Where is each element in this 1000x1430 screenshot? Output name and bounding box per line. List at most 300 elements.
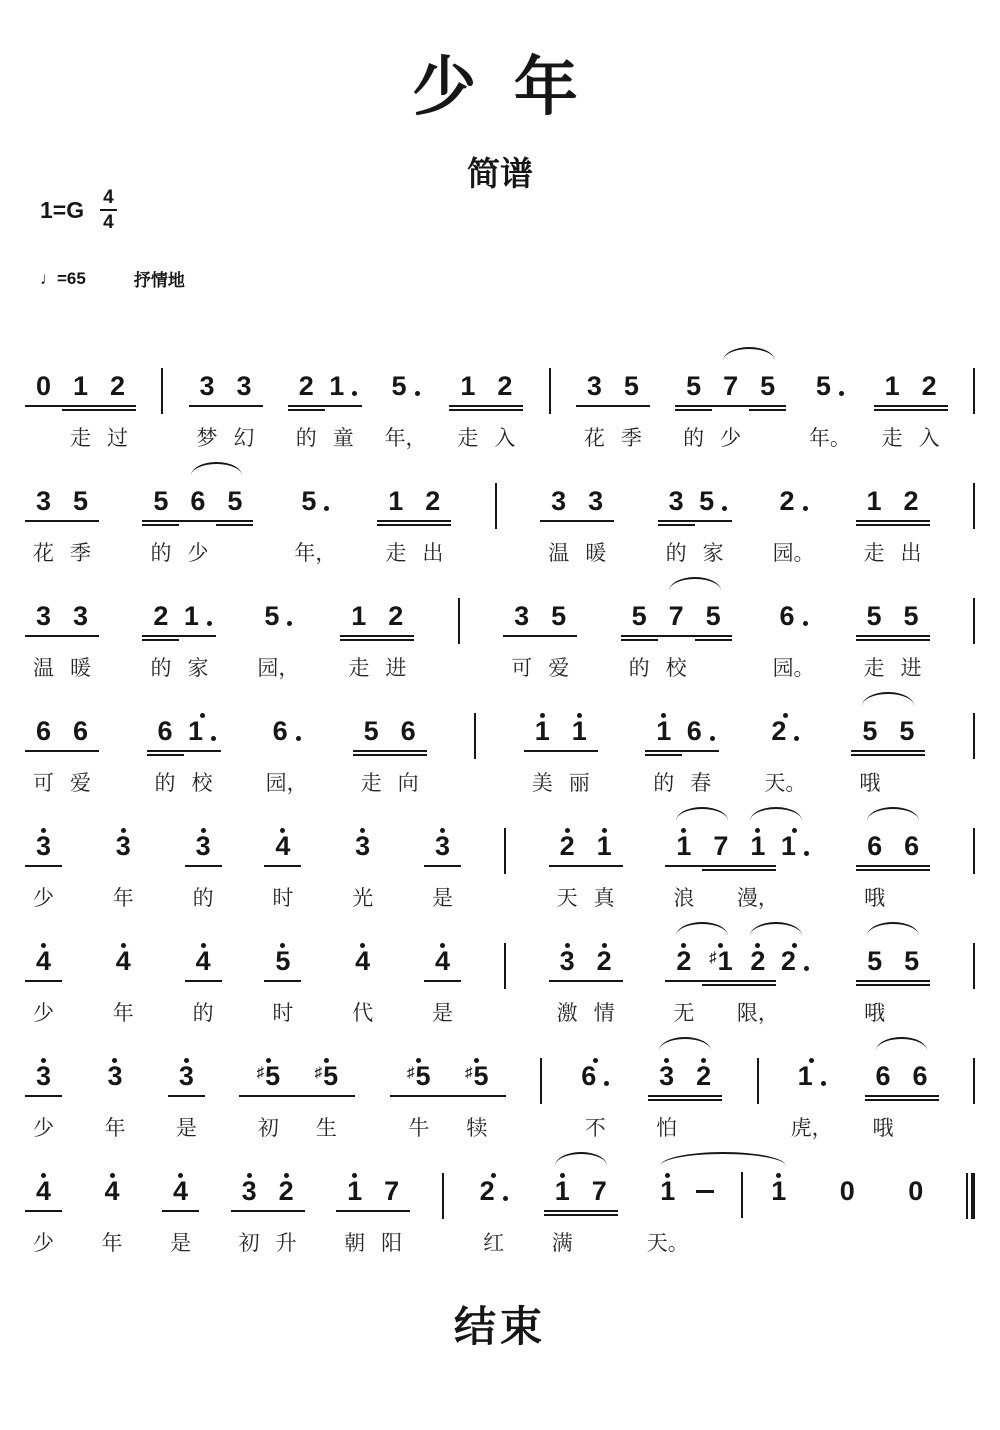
underline-2 bbox=[62, 409, 99, 411]
note-group bbox=[185, 806, 222, 910]
sharp-sign: ♯ bbox=[314, 1064, 323, 1081]
underline-1 bbox=[851, 750, 888, 752]
digit-row bbox=[62, 601, 99, 634]
underline-2 bbox=[189, 409, 226, 411]
underline-zone bbox=[695, 634, 732, 644]
underline-2 bbox=[297, 524, 334, 526]
digit-row bbox=[449, 371, 486, 404]
underline-2 bbox=[25, 1214, 62, 1216]
note-group bbox=[344, 921, 381, 1025]
digit-glyph: 3 bbox=[178, 1061, 194, 1091]
note bbox=[540, 461, 577, 565]
underline-2 bbox=[25, 639, 62, 641]
digit-glyph: 6 bbox=[912, 1061, 928, 1091]
underline-1 bbox=[665, 865, 702, 867]
underline-1 bbox=[524, 750, 561, 752]
digit-row bbox=[712, 371, 749, 404]
digit-row bbox=[503, 601, 540, 634]
digit-glyph: 2 bbox=[559, 831, 575, 861]
lyric: 年 bbox=[101, 1231, 123, 1255]
lyric: 不 bbox=[584, 1116, 606, 1140]
note-group bbox=[264, 806, 301, 910]
underline-zone bbox=[775, 634, 812, 644]
note bbox=[340, 576, 377, 680]
digit-glyph: 2 bbox=[479, 1176, 495, 1206]
underline-zone bbox=[264, 979, 301, 989]
note bbox=[549, 806, 586, 910]
underline-1 bbox=[856, 635, 893, 637]
underline-1 bbox=[99, 405, 136, 407]
note bbox=[297, 1036, 355, 1140]
underline-2 bbox=[377, 524, 414, 526]
note-group bbox=[25, 1151, 62, 1255]
octave-dot-slot bbox=[586, 935, 623, 946]
underline-2 bbox=[503, 639, 540, 641]
digit-glyph: 3 bbox=[236, 371, 252, 401]
digit-glyph: 1 bbox=[596, 831, 612, 861]
digit-glyph: 4 bbox=[104, 1176, 120, 1206]
digit-row bbox=[865, 1061, 902, 1094]
augmentation-dot bbox=[604, 1081, 609, 1086]
underline-2 bbox=[893, 524, 930, 526]
lyric: 走 bbox=[348, 656, 370, 680]
final-barline bbox=[966, 1173, 975, 1219]
note bbox=[168, 1036, 205, 1140]
underline-1 bbox=[856, 865, 893, 867]
underline-zone bbox=[387, 404, 424, 414]
lyric: 哦 bbox=[859, 771, 881, 795]
underline-1 bbox=[829, 1210, 866, 1212]
digit-row bbox=[25, 486, 62, 519]
time-signature-denominator: 4 bbox=[103, 212, 114, 233]
lyric: 美 bbox=[531, 771, 553, 795]
underline-2 bbox=[268, 754, 305, 756]
underline-zone bbox=[739, 979, 776, 989]
note bbox=[179, 576, 216, 680]
note-group bbox=[897, 1151, 934, 1219]
lyric: 走 bbox=[385, 541, 407, 565]
digit-row bbox=[682, 716, 719, 749]
digit-row bbox=[268, 1176, 305, 1209]
digit-glyph: 3 bbox=[35, 486, 52, 516]
digit-glyph: 3 bbox=[195, 831, 211, 861]
digit-row bbox=[658, 601, 695, 634]
lyric: 阳 bbox=[381, 1231, 403, 1255]
lyric: 暖 bbox=[585, 541, 607, 565]
augmentation-dot bbox=[710, 736, 715, 741]
note-group bbox=[665, 921, 813, 1025]
underline-1 bbox=[888, 750, 925, 752]
digit-row bbox=[179, 486, 216, 519]
digit-row bbox=[344, 831, 381, 864]
digit-glyph: 2 bbox=[779, 486, 795, 516]
underline-1 bbox=[695, 635, 732, 637]
underline-2 bbox=[449, 409, 486, 411]
note bbox=[25, 576, 62, 680]
digit-row bbox=[586, 831, 623, 864]
underline-zone bbox=[377, 519, 414, 529]
underline-zone bbox=[851, 749, 888, 759]
digit-row bbox=[373, 1176, 410, 1209]
lyric: 少 bbox=[33, 886, 54, 910]
barline bbox=[495, 483, 497, 529]
underline-1 bbox=[549, 865, 586, 867]
underline-2 bbox=[911, 409, 948, 411]
note bbox=[62, 691, 99, 795]
digit-row bbox=[268, 716, 305, 749]
note-group bbox=[336, 1151, 410, 1255]
digit-glyph: 3 bbox=[434, 831, 450, 861]
digit-row bbox=[665, 946, 702, 979]
underline-2 bbox=[142, 639, 179, 641]
digit-row bbox=[25, 1176, 62, 1209]
underline-1 bbox=[739, 980, 776, 982]
lyric: 年， bbox=[294, 541, 337, 565]
note-group bbox=[25, 346, 136, 450]
lyric: 可 bbox=[33, 771, 54, 795]
underline-2 bbox=[185, 984, 222, 986]
lyric: 校 bbox=[191, 771, 213, 795]
note-group bbox=[25, 461, 99, 565]
octave-dot-slot bbox=[549, 820, 586, 831]
digit-glyph: 6 bbox=[686, 716, 702, 746]
digit-glyph: 1 bbox=[797, 1061, 813, 1091]
digit-glyph: 6 bbox=[272, 716, 288, 746]
lyric: 哦 bbox=[864, 886, 886, 910]
octave-dot-slot bbox=[264, 935, 301, 946]
octave-dot-slot bbox=[524, 705, 561, 716]
digit-row bbox=[162, 1176, 199, 1209]
underline-zone bbox=[25, 749, 62, 759]
underline-1 bbox=[893, 980, 930, 982]
digit-glyph: 2 bbox=[388, 601, 404, 631]
note-group bbox=[865, 1036, 939, 1140]
lyric: 少 bbox=[33, 1001, 54, 1025]
note bbox=[147, 691, 184, 795]
barline bbox=[973, 713, 975, 759]
digit-glyph: 7 bbox=[668, 601, 684, 631]
note-group bbox=[856, 576, 930, 680]
digit-row bbox=[776, 831, 813, 864]
octave-dot-slot bbox=[168, 1050, 205, 1061]
octave-dot-slot bbox=[62, 360, 99, 371]
note bbox=[621, 576, 658, 680]
underline-zone bbox=[767, 749, 804, 759]
underline-1 bbox=[586, 865, 623, 867]
underline-zone bbox=[893, 519, 930, 529]
underline-zone bbox=[25, 979, 62, 989]
underline-1 bbox=[577, 1095, 614, 1097]
octave-dot-slot bbox=[185, 820, 222, 831]
digit-glyph: 2 bbox=[771, 716, 787, 746]
digit-glyph: 1 bbox=[388, 486, 404, 516]
octave-dot-slot bbox=[775, 475, 812, 486]
note bbox=[772, 461, 815, 565]
note bbox=[25, 1151, 62, 1255]
underline-2 bbox=[675, 409, 712, 411]
note-group bbox=[294, 461, 337, 565]
underline-zone bbox=[62, 404, 99, 414]
octave-dot-slot bbox=[216, 475, 253, 486]
augmentation-dot bbox=[207, 621, 212, 626]
digit-row bbox=[264, 946, 301, 979]
digit-glyph: 5 bbox=[623, 371, 639, 401]
underline-1 bbox=[613, 405, 650, 407]
lyric: 情 bbox=[593, 1001, 615, 1025]
digit-glyph: 0 bbox=[35, 371, 52, 401]
digit-row bbox=[723, 1176, 760, 1209]
note-group bbox=[25, 1036, 62, 1140]
digit-glyph: 1 bbox=[183, 601, 199, 631]
octave-dot-slot bbox=[99, 360, 136, 371]
underline-2 bbox=[25, 409, 62, 411]
lyric: 哦 bbox=[872, 1116, 894, 1140]
underline-2 bbox=[893, 639, 930, 641]
octave-dot-slot bbox=[767, 705, 804, 716]
digit-row bbox=[648, 1061, 685, 1094]
octave-dot-slot bbox=[162, 1165, 199, 1176]
octave-dot-slot bbox=[390, 1050, 448, 1061]
digit-row bbox=[336, 1176, 373, 1209]
digit-row bbox=[775, 486, 812, 519]
digit-glyph: 4 bbox=[173, 1176, 189, 1206]
score-line bbox=[25, 806, 975, 921]
underline-2 bbox=[702, 869, 739, 871]
digit-row bbox=[829, 1176, 866, 1209]
lyric: 走 bbox=[863, 541, 885, 565]
note bbox=[226, 346, 263, 450]
digit-glyph: 6 bbox=[35, 716, 52, 746]
underline-zone bbox=[185, 979, 222, 989]
digit-glyph: 5 bbox=[705, 601, 721, 631]
underline-1 bbox=[749, 405, 786, 407]
underline-1 bbox=[390, 750, 427, 752]
note-group bbox=[147, 691, 221, 795]
digit-row bbox=[390, 1061, 448, 1094]
digit-glyph: 3 bbox=[107, 1061, 123, 1091]
lyric: 校 bbox=[665, 656, 687, 680]
octave-dot-slot bbox=[544, 1165, 581, 1176]
barline bbox=[973, 943, 975, 989]
note-group bbox=[105, 921, 142, 1025]
octave-dot-slot bbox=[902, 1050, 939, 1061]
underline-2 bbox=[94, 1214, 131, 1216]
underline-1 bbox=[675, 405, 712, 407]
key-signature bbox=[40, 188, 117, 232]
octave-dot-slot bbox=[336, 1165, 373, 1176]
underline-1 bbox=[297, 520, 334, 522]
lyric: 出 bbox=[900, 541, 922, 565]
barline bbox=[474, 713, 476, 759]
underline-1 bbox=[874, 405, 911, 407]
digit-row bbox=[645, 716, 682, 749]
underline-2 bbox=[874, 409, 911, 411]
underline-2 bbox=[297, 1099, 355, 1101]
note-group bbox=[168, 1036, 205, 1140]
augmentation-dot bbox=[211, 736, 216, 741]
digit-glyph: 2 bbox=[497, 371, 513, 401]
octave-dot-slot bbox=[105, 935, 142, 946]
note-group bbox=[288, 346, 362, 450]
underline-1 bbox=[739, 865, 776, 867]
augmentation-dot bbox=[296, 736, 301, 741]
note bbox=[524, 691, 561, 795]
note-group bbox=[549, 921, 623, 1025]
note-group bbox=[231, 1151, 305, 1255]
underline-zone bbox=[776, 864, 813, 874]
underline-2 bbox=[811, 409, 848, 411]
octave-dot-slot bbox=[893, 820, 930, 831]
digit-glyph: 5 bbox=[363, 716, 379, 746]
underline-1 bbox=[96, 1095, 133, 1097]
underline-zone bbox=[142, 519, 179, 529]
underline-2 bbox=[264, 869, 301, 871]
note-group bbox=[264, 921, 301, 1025]
octave-dot-slot bbox=[475, 1165, 512, 1176]
underline-2 bbox=[712, 409, 749, 411]
digit-row bbox=[695, 601, 732, 634]
augmentation-dot bbox=[324, 506, 329, 511]
augmentation-dot bbox=[821, 1081, 826, 1086]
note-group bbox=[772, 576, 815, 680]
note-group bbox=[449, 346, 523, 450]
underline-zone bbox=[179, 519, 216, 529]
underline-zone bbox=[524, 749, 561, 759]
note bbox=[62, 576, 99, 680]
octave-dot-slot bbox=[549, 935, 586, 946]
score-line bbox=[25, 1151, 975, 1266]
digit-row bbox=[775, 601, 812, 634]
digit-row bbox=[189, 371, 226, 404]
underline-zone bbox=[373, 1209, 410, 1219]
note-group bbox=[424, 921, 461, 1025]
note bbox=[25, 1036, 62, 1140]
lyric: 怕 bbox=[656, 1116, 678, 1140]
note-group bbox=[384, 346, 427, 450]
underline-2 bbox=[377, 639, 414, 641]
lyric: 少 bbox=[720, 426, 742, 450]
octave-dot-slot bbox=[686, 1165, 723, 1176]
digit-row bbox=[577, 1061, 614, 1094]
underline-2 bbox=[865, 1099, 902, 1101]
underline-1 bbox=[682, 750, 719, 752]
underline-1 bbox=[586, 980, 623, 982]
underline-2 bbox=[856, 639, 893, 641]
underline-1 bbox=[25, 405, 62, 407]
tempo-mark: ♩=65 bbox=[40, 268, 86, 288]
note bbox=[577, 1036, 614, 1140]
octave-dot-slot bbox=[340, 590, 377, 601]
lyric: 代 bbox=[352, 1001, 374, 1025]
underline-zone bbox=[297, 519, 334, 529]
underline-2 bbox=[179, 639, 216, 641]
underline-zone bbox=[775, 519, 812, 529]
barline bbox=[549, 368, 551, 414]
digit-glyph: 2 bbox=[425, 486, 441, 516]
underline-zone bbox=[577, 1094, 614, 1104]
octave-dot-slot bbox=[577, 1050, 614, 1061]
underline-2 bbox=[184, 754, 221, 756]
underline-1 bbox=[549, 980, 586, 982]
digit-row bbox=[62, 486, 99, 519]
score-line bbox=[25, 346, 975, 461]
underline-2 bbox=[658, 524, 695, 526]
underline-1 bbox=[581, 1210, 618, 1212]
note bbox=[486, 346, 523, 450]
note bbox=[94, 1151, 131, 1255]
digit-row bbox=[893, 486, 930, 519]
underline-1 bbox=[62, 520, 99, 522]
underline-2 bbox=[96, 1099, 133, 1101]
digit-row bbox=[377, 601, 414, 634]
digit-row bbox=[105, 831, 142, 864]
digit-row bbox=[524, 716, 561, 749]
underline-1 bbox=[264, 865, 301, 867]
lyric: 园， bbox=[257, 656, 300, 680]
digit-row bbox=[544, 1176, 581, 1209]
underline-zone bbox=[793, 1094, 830, 1104]
lyric: 季 bbox=[620, 426, 642, 450]
underline-2 bbox=[353, 754, 390, 756]
digit-glyph: 5 bbox=[631, 601, 647, 631]
lyric: 家 bbox=[702, 541, 724, 565]
digit-row bbox=[94, 1176, 131, 1209]
underline-zone bbox=[25, 404, 62, 414]
underline-1 bbox=[911, 405, 948, 407]
digit-row bbox=[856, 831, 893, 864]
digit-glyph: 6 bbox=[190, 486, 206, 516]
underline-1 bbox=[449, 405, 486, 407]
underline-zone bbox=[911, 404, 948, 414]
underline-2 bbox=[856, 524, 893, 526]
underline-zone bbox=[25, 519, 62, 529]
key-label: 1=G bbox=[40, 196, 85, 223]
octave-dot-slot bbox=[829, 1165, 866, 1176]
underline-1 bbox=[344, 865, 381, 867]
underline-2 bbox=[25, 984, 62, 986]
lyric: 初 bbox=[257, 1116, 279, 1140]
digit-row bbox=[424, 946, 461, 979]
note bbox=[25, 921, 62, 1025]
underline-2 bbox=[424, 984, 461, 986]
octave-dot-slot bbox=[344, 820, 381, 831]
underline-1 bbox=[231, 1210, 268, 1212]
digit-glyph: 3 bbox=[514, 601, 530, 631]
note bbox=[856, 576, 893, 680]
digit-glyph: 3 bbox=[241, 1176, 257, 1206]
underline-zone bbox=[893, 634, 930, 644]
lyric: 的 bbox=[653, 771, 675, 795]
digit-glyph: 5 bbox=[904, 946, 920, 976]
digit-row bbox=[179, 601, 216, 634]
digit-glyph: 1 bbox=[717, 946, 733, 976]
lyric: 进 bbox=[385, 656, 407, 680]
underline-zone bbox=[613, 404, 650, 414]
underline-2 bbox=[793, 1099, 830, 1101]
underline-2 bbox=[25, 869, 62, 871]
octave-dot-slot bbox=[702, 935, 739, 946]
underline-zone bbox=[902, 1094, 939, 1104]
lyric: 可 bbox=[511, 656, 533, 680]
octave-dot-slot bbox=[702, 820, 739, 831]
underline-2 bbox=[524, 754, 561, 756]
digit-glyph: 6 bbox=[867, 831, 883, 861]
note bbox=[377, 461, 414, 565]
underline-1 bbox=[475, 1210, 512, 1212]
digit-glyph: 3 bbox=[559, 946, 575, 976]
digit-glyph: 2 bbox=[596, 946, 612, 976]
underline-1 bbox=[424, 980, 461, 982]
